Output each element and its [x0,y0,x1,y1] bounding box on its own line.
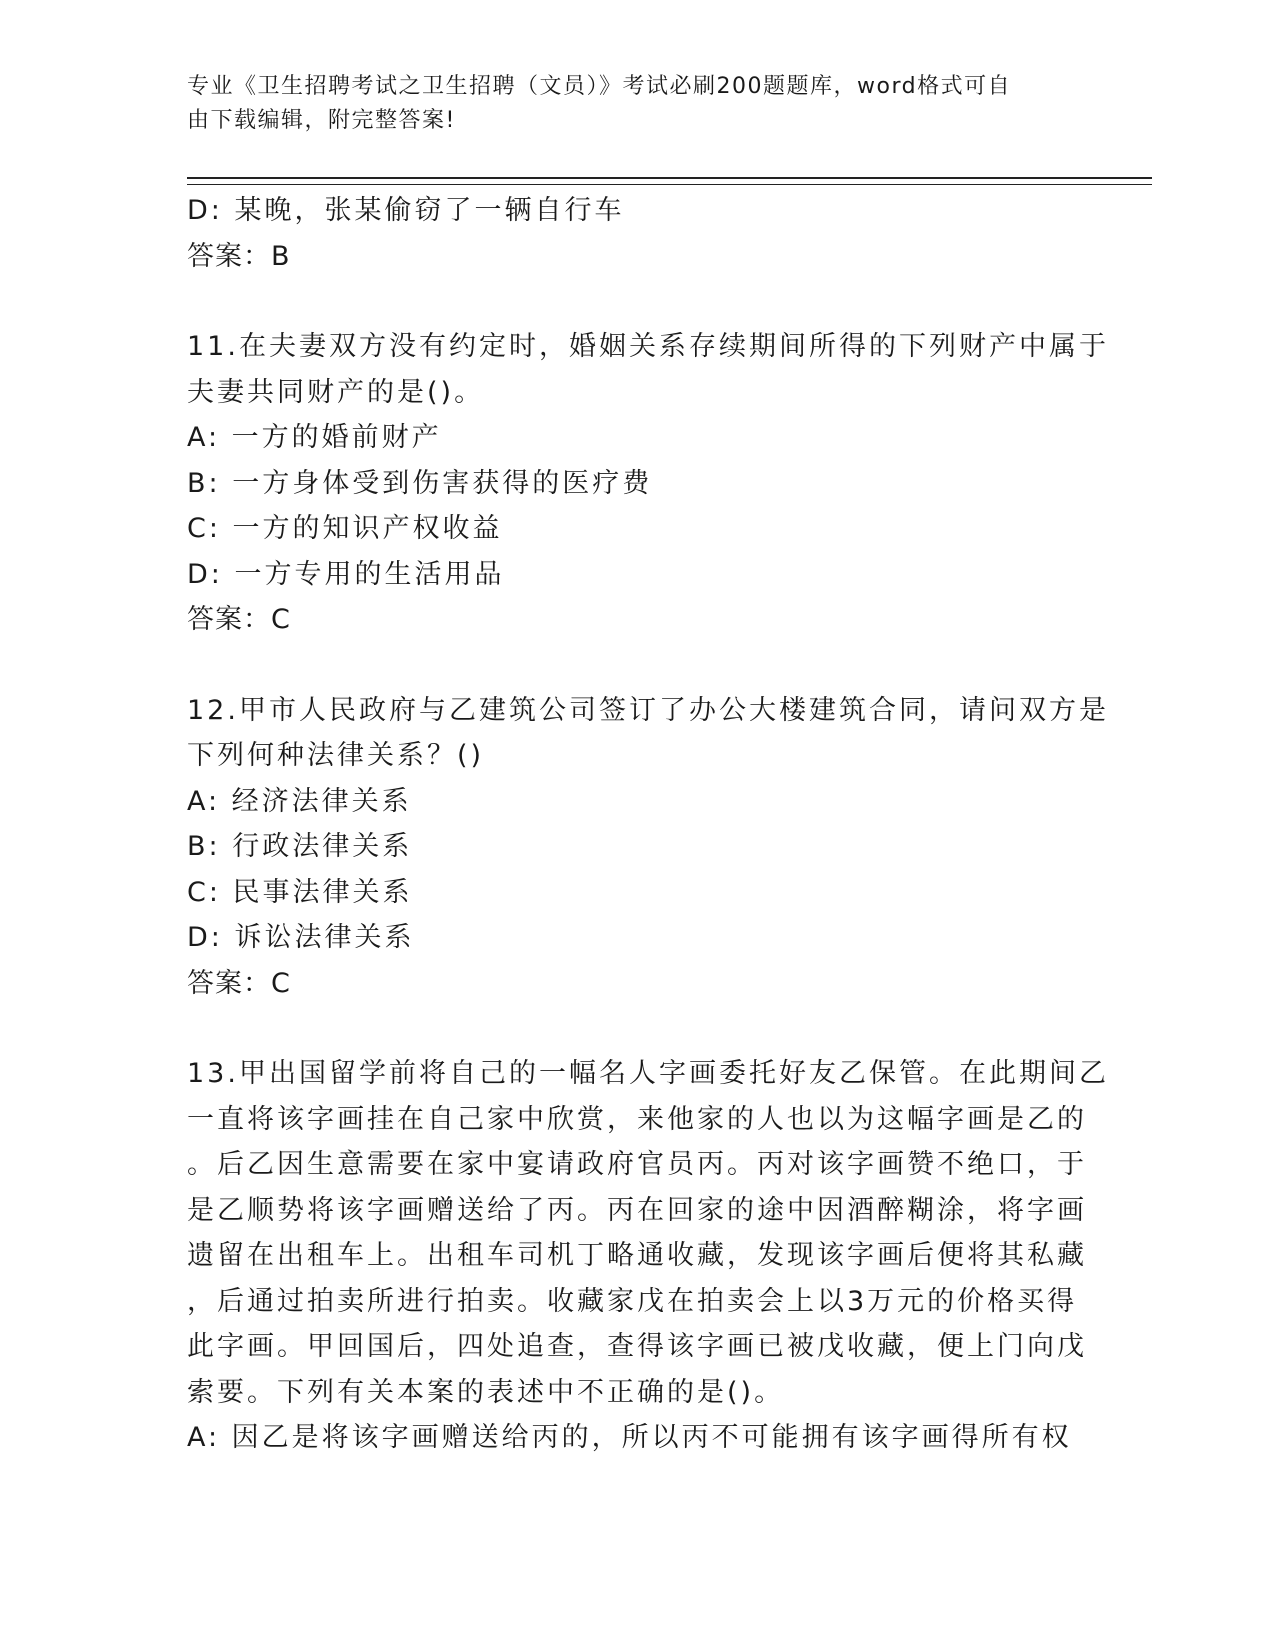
q13-text-line-2: 一直将该字画挂在自己家中欣赏，来他家的人也以为这幅字画是乙的 [187,1103,1087,1135]
question-10-tail [187,188,1067,279]
question-12 [187,688,1109,1007]
q12-option-a: A: 经济法律关系 [187,785,412,817]
q13-text-line-4: 是乙顺势将该字画赠送给了丙。丙在回家的途中因酒醉糊涂，将字画 [187,1194,1087,1226]
header-divider [187,177,1152,185]
header-line-1: 专业《卫生招聘考试之卫生招聘（文员）》考试必刷200题题库，word格式可自 [187,74,1012,99]
spacer [187,279,1067,324]
q12-answer: 答案：C [187,967,291,999]
document-body [187,188,1109,1461]
q11-option-b: B: 一方身体受到伤害获得的医疗费 [187,467,653,499]
page-header [187,70,1067,138]
q11-text-line-2: 夫妻共同财产的是()。 [187,376,485,408]
q11-option-c: C: 一方的知识产权收益 [187,513,503,544]
q11-option-a: A: 一方的婚前财产 [187,422,442,453]
q13-text-line-5: 遗留在出租车上。出租车司机丁略通收藏，发现该字画后便将其私藏 [187,1240,1087,1271]
spacer [187,1006,1067,1051]
q12-option-d: D: 诉讼法律关系 [187,922,415,953]
q11-option-d: D: 一方专用的生活用品 [187,558,505,590]
q13-text-line-3: 。后乙因生意需要在家中宴请政府官员丙。丙对该字画赞不绝口，于 [187,1149,1087,1180]
q12-text-line-1: 12.甲市人民政府与乙建筑公司签订了办公大楼建筑合同，请问双方是 [187,694,1109,726]
q10-answer: 答案：B [187,240,291,272]
header-line-2: 由下载编辑，附完整答案! [187,108,456,133]
q12-option-b: B: 行政法律关系 [187,831,413,862]
q13-text-line-8: 索要。下列有关本案的表述中不正确的是()。 [187,1376,785,1408]
question-13 [187,1051,1109,1461]
q13-text-line-1: 13.甲出国留学前将自己的一幅名人字画委托好友乙保管。在此期间乙 [187,1058,1109,1089]
q12-option-c: C: 民事法律关系 [187,876,413,908]
question-11 [187,324,1109,643]
q10-option-d: D: 某晚，张某偷窃了一辆自行车 [187,195,625,226]
q11-text-line-1: 11.在夫妻双方没有约定时，婚姻关系存续期间所得的下列财产中属于 [187,331,1109,362]
q12-text-line-2: 下列何种法律关系？() [187,740,485,771]
q11-answer: 答案：C [187,604,291,635]
q13-text-line-6: ，后通过拍卖所进行拍卖。收藏家戊在拍卖会上以3万元的价格买得 [187,1285,1078,1317]
q13-text-line-7: 此字画。甲回国后，四处追查，查得该字画已被戊收藏，便上门向戊 [187,1331,1087,1362]
spacer [187,643,1067,688]
q13-option-a: A: 因乙是将该字画赠送给丙的，所以丙不可能拥有该字画得所有权 [187,1422,1072,1453]
